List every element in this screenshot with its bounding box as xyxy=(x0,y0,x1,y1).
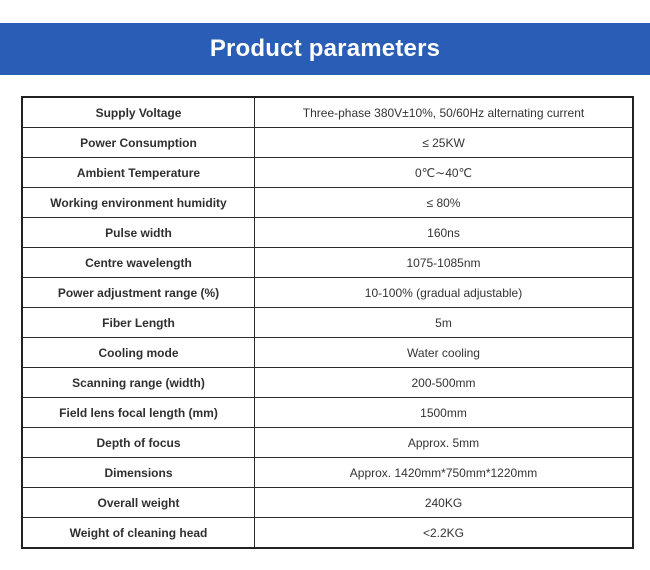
table-row xyxy=(22,398,633,428)
table-row xyxy=(22,278,633,308)
param-label: Weight of cleaning head xyxy=(22,518,255,549)
table-row xyxy=(22,368,633,398)
param-value: 240KG xyxy=(255,488,634,518)
param-label: Field lens focal length (mm) xyxy=(22,398,255,428)
param-label: Depth of focus xyxy=(22,428,255,458)
param-label: Dimensions xyxy=(22,458,255,488)
param-label: Centre wavelength xyxy=(22,248,255,278)
table-row xyxy=(22,97,633,128)
param-value: ≤ 25KW xyxy=(255,128,634,158)
param-label: Power Consumption xyxy=(22,128,255,158)
param-value: 1500mm xyxy=(255,398,634,428)
param-label: Ambient Temperature xyxy=(22,158,255,188)
table-row xyxy=(22,488,633,518)
param-value: 0℃∼40℃ xyxy=(255,158,634,188)
header-banner xyxy=(0,23,650,75)
param-value: 5m xyxy=(255,308,634,338)
param-value: ≤ 80% xyxy=(255,188,634,218)
table-row xyxy=(22,218,633,248)
table-row xyxy=(22,338,633,368)
param-label: Scanning range (width) xyxy=(22,368,255,398)
table-row xyxy=(22,248,633,278)
param-label: Fiber Length xyxy=(22,308,255,338)
table-row xyxy=(22,158,633,188)
param-value: 10-100% (gradual adjustable) xyxy=(255,278,634,308)
param-value: Approx. 1420mm*750mm*1220mm xyxy=(255,458,634,488)
table-row xyxy=(22,428,633,458)
param-value: Three-phase 380V±10%, 50/60Hz alternating current xyxy=(255,97,634,128)
param-value: Approx. 5mm xyxy=(255,428,634,458)
table-row xyxy=(22,128,633,158)
parameters-table xyxy=(21,96,634,549)
param-label: Working environment humidity xyxy=(22,188,255,218)
param-label: Supply Voltage xyxy=(22,97,255,128)
table-row xyxy=(22,188,633,218)
param-value: 1075-1085nm xyxy=(255,248,634,278)
param-value: 160ns xyxy=(255,218,634,248)
param-label: Cooling mode xyxy=(22,338,255,368)
param-value: 200-500mm xyxy=(255,368,634,398)
param-label: Pulse width xyxy=(22,218,255,248)
page-title: Product parameters xyxy=(209,35,441,62)
param-value: Water cooling xyxy=(255,338,634,368)
param-label: Power adjustment range (%) xyxy=(22,278,255,308)
param-label: Overall weight xyxy=(22,488,255,518)
table-row xyxy=(22,518,633,549)
table-row xyxy=(22,308,633,338)
table-row xyxy=(22,458,633,488)
param-value: <2.2KG xyxy=(255,518,634,549)
